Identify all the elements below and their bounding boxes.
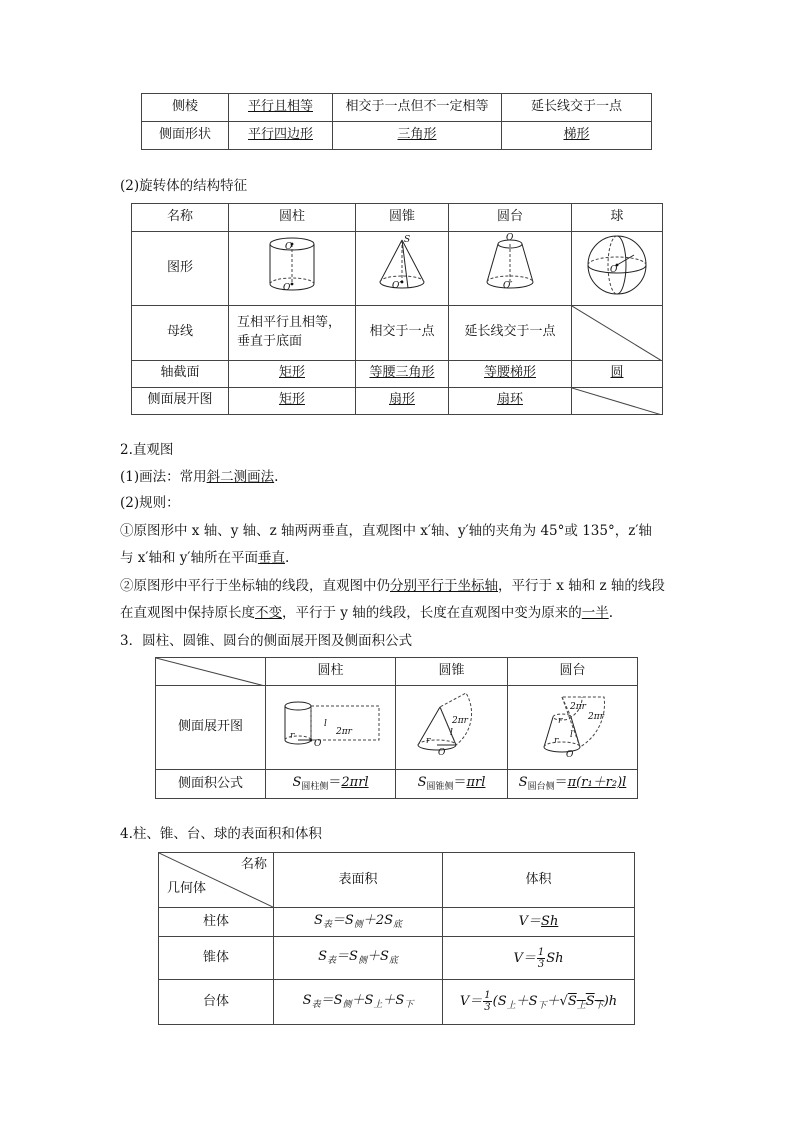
- svg-text:r: r: [557, 716, 562, 727]
- header-cell: 圆柱: [266, 658, 396, 686]
- cell: 延长线交于一点: [502, 94, 652, 122]
- cell: 平行四边形: [229, 122, 333, 150]
- svg-text:O′: O′: [503, 281, 513, 291]
- corner-cell: 名称 几何体: [159, 853, 274, 908]
- cell: 互相平行且相等， 垂直于底面: [229, 305, 356, 360]
- header-cell: 圆锥: [396, 658, 508, 686]
- header-cell: 表面积: [274, 853, 443, 908]
- svg-text:2πr: 2πr: [335, 727, 352, 738]
- cell-label: 侧棱: [142, 94, 229, 122]
- svg-text:O′: O′: [392, 281, 402, 291]
- polyhedra-table: [141, 93, 652, 150]
- cell: 矩形: [229, 360, 356, 387]
- svg-text:2πr: 2πr: [587, 712, 604, 723]
- cell: 平行且相等: [229, 94, 333, 122]
- lateral-area-table: [155, 657, 638, 799]
- formula-cell: $S_表=S_侧+2S_底$: [274, 908, 443, 937]
- section-title-lateral: 3．圆柱、圆锥、圆台的侧面展开图及侧面积公式: [120, 633, 413, 649]
- header-cell: 圆台: [508, 658, 638, 686]
- svg-text:S: S: [404, 235, 411, 245]
- paragraph: (2)规则：: [120, 495, 180, 511]
- formula-cell: V＝ $\frac{1}{3}$ $(S_上+S_下+√S_上S_下)h$: [443, 980, 635, 1025]
- row-label: 台体: [159, 980, 274, 1025]
- row-label: 侧面积公式: [156, 770, 266, 799]
- svg-text:l: l: [323, 719, 327, 730]
- section-title-oblique: 2.直观图: [120, 442, 174, 458]
- header-cell: 圆台: [449, 204, 572, 232]
- empty-diagonal-cell: [572, 387, 663, 414]
- svg-text:O: O: [506, 233, 514, 243]
- header-cell: 球: [572, 204, 663, 232]
- section-title-surface-volume: 4.柱、锥、台、球的表面积和体积: [120, 826, 322, 842]
- svg-text:r: r: [425, 736, 430, 747]
- cylinder-figure: [229, 232, 356, 306]
- svg-text:r: r: [553, 736, 558, 747]
- header-cell: 圆柱: [229, 204, 356, 232]
- svg-text:O: O: [565, 750, 573, 761]
- header-cell: 名称: [132, 204, 229, 232]
- svg-text:O: O: [285, 242, 293, 252]
- paragraph: ①原图形中 x 轴、y 轴、z 轴两两垂直，直观图中 x′轴、y′轴的夹角为 45°或 135°，z′轴: [120, 523, 652, 539]
- svg-text:r: r: [289, 731, 294, 742]
- row-label: 图形: [132, 232, 229, 306]
- row-label: 侧面展开图: [132, 387, 229, 414]
- paragraph: 与 x′轴和 y′轴所在平面垂直.: [120, 550, 290, 566]
- svg-text:O: O: [437, 748, 445, 759]
- formula-cell: $S_{圆锥侧}=\pi rl$: [396, 770, 508, 799]
- frustum-figure: [449, 232, 572, 306]
- frustum-unfold-figure: [508, 686, 638, 770]
- rotation-solids-table: [131, 203, 663, 415]
- cone-figure: [356, 232, 449, 306]
- corner-cell: [156, 658, 266, 686]
- svg-text:2πr: 2πr: [451, 716, 468, 727]
- formula-cell: $S_{圆柱侧}=2\pi rl$: [266, 770, 396, 799]
- header-cell: 圆锥: [356, 204, 449, 232]
- paragraph: ②原图形中平行于坐标轴的线段，直观图中仍分别平行于坐标轴，平行于 x 轴和 z 轴的线段: [120, 578, 665, 594]
- surface-volume-table: [158, 852, 635, 1025]
- row-label: 柱体: [159, 908, 274, 937]
- paragraph: 在直观图中保持原长度不变，平行于 y 轴的线段，长度在直观图中变为原来的一半.: [120, 605, 614, 621]
- cell: 相交于一点: [356, 305, 449, 360]
- formula-cell: V＝Sh: [443, 908, 635, 937]
- section-heading-rotation: (2)旋转体的结构特征: [120, 178, 248, 194]
- row-label: 锥体: [159, 937, 274, 980]
- cell: 梯形: [502, 122, 652, 150]
- formula-cell: V＝ $\frac{1}{3}$ Sh: [443, 937, 635, 980]
- cell: 等腰三角形: [356, 360, 449, 387]
- cell-label: 侧面形状: [142, 122, 229, 150]
- paragraph: (1)画法：常用斜二测画法.: [120, 469, 279, 485]
- row-label: 轴截面: [132, 360, 229, 387]
- svg-text:O: O: [313, 739, 321, 750]
- svg-text:O: O: [610, 265, 618, 275]
- header-cell: 体积: [443, 853, 635, 908]
- empty-diagonal-cell: [572, 305, 663, 360]
- svg-text:l: l: [449, 728, 453, 739]
- cone-unfold-figure: [396, 686, 508, 770]
- formula-cell: $S_表=S_侧+S_上+S_下$: [274, 980, 443, 1025]
- cylinder-unfold-figure: [266, 686, 396, 770]
- svg-text:O′: O′: [283, 283, 293, 293]
- row-label: 侧面展开图: [156, 686, 266, 770]
- formula-cell: $S_{圆台侧}=\pi(r_1+r_2)l$: [508, 770, 638, 799]
- cell: 扇环: [449, 387, 572, 414]
- cell: 等腰梯形: [449, 360, 572, 387]
- formula-cell: $S_表=S_侧+S_底$: [274, 937, 443, 980]
- cell: 延长线交于一点: [449, 305, 572, 360]
- svg-text:2πr: 2πr: [569, 702, 586, 713]
- row-label: 母线: [132, 305, 229, 360]
- sphere-figure: [572, 232, 663, 306]
- cell: 相交于一点但不一定相等: [333, 94, 502, 122]
- cell: 扇形: [356, 387, 449, 414]
- cell: 三角形: [333, 122, 502, 150]
- svg-text:l: l: [569, 730, 573, 741]
- cell: 圆: [572, 360, 663, 387]
- cell: 矩形: [229, 387, 356, 414]
